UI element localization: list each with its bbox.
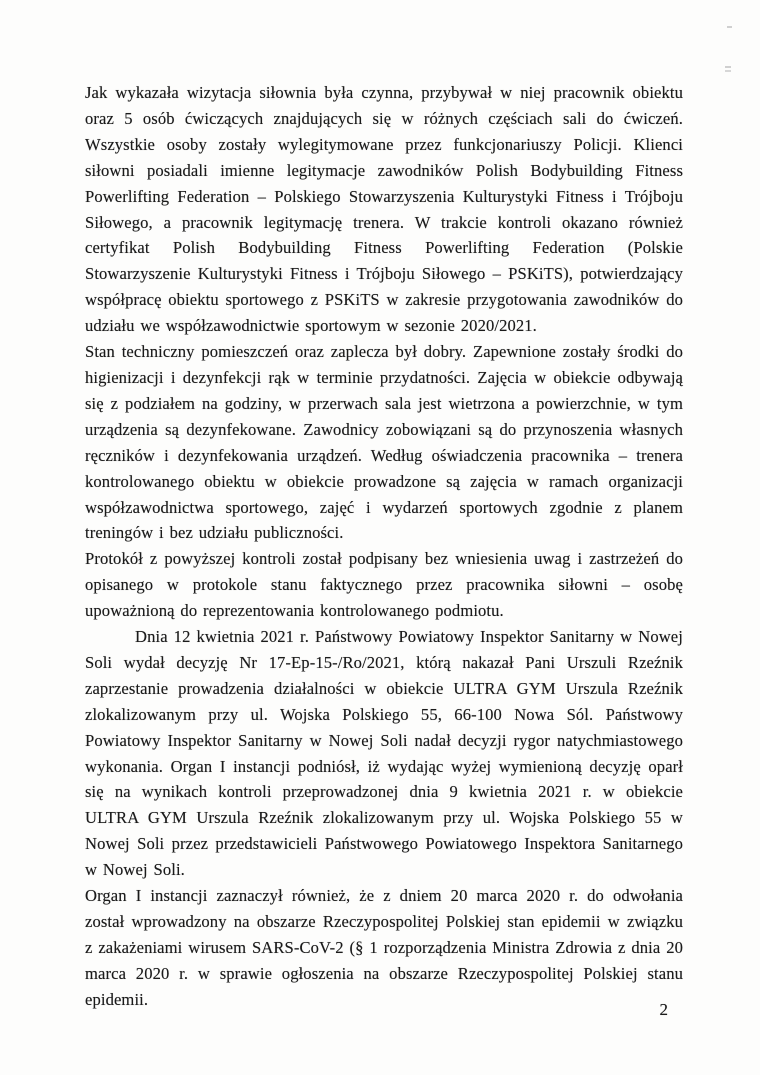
paragraph-decision-issued: Dnia 12 kwietnia 2021 r. Państwowy Powiatowy Inspektor Sanitarny w Nowej Soli wydał decyzję Nr 17-Ep-15-/Ro/2021, którą nakazał Pani Urszuli Rzeźnik zaprzestanie prowadzenia działalności w obiekcie ULTRA GYM Urszula Rzeźnik zlokalizowanym przy ul. Wojska Polskiego 55, 66-100 Nowa Sól. Państwowy Powiatowy Inspektor Sanitarny w Nowej Soli nadał decyzji rygor natychmiastowego wykonania. Organ I instancji podniósł, iż wydając wyżej wymienioną decyzję oparł się na wynikach kontroli przeprowadzonej dnia 9 kwietnia 2021 r. w obiekcie ULTRA GYM Urszula Rzeźnik zlokalizowanym przy ul. Wojska Polskiego 55 w Nowej Soli przez przedstawicieli Państwowego Powiatowego Inspektora Sanitarnego w Nowej Soli. (85, 627, 683, 880)
document-body (85, 80, 683, 1013)
paragraph-technical-condition: Stan techniczny pomieszczeń oraz zaplecza był dobry. Zapewnione zostały środki do higienizacji i dezynfekcji rąk w terminie przydatności. Zajęcia w obiekcie odbywają się z podziałem na godziny, w przerwach sala jest wietrzona a powierzchnie, w tym urządzenia są dezynfekowane. Zawodnicy zobowiązani są do przynoszenia własnych ręczników i dezynfekowania urządzeń. Według oświadczenia pracownika – trenera kontrolowanego obiektu w obiekcie prowadzone są zajęcia w ramach organizacji współzawodnictwa sportowego, zajęć i wydarzeń sportowych zgodnie z planem treningów i bez udziału publiczności. (85, 342, 683, 543)
paragraph-epidemic-state: Organ I instancji zaznaczył również, że z dniem 20 marca 2020 r. do odwołania został wprowadzony na obszarze Rzeczypospolitej Polskiej stan epidemii w związku z zakażeniami wirusem SARS-CoV-2 (§ 1 rozporządzenia Ministra Zdrowia z dnia 20 marca 2020 r. w sprawie ogłoszenia na obszarze Rzeczypospolitej Polskiej stanu epidemii. (85, 886, 683, 1009)
paragraph-protocol-signed: Protokół z powyższej kontroli został podpisany bez wniesienia uwag i zastrzeżeń do opisanego w protokole stanu faktycznego przez pracownika siłowni – osobę upoważnioną do reprezentowania kontrolowanego podmiotu. (85, 549, 683, 621)
paragraph-inspection-visit: Jak wykazała wizytacja siłownia była czynna, przybywał w niej pracownik obiektu oraz 5 osób ćwiczących znajdujących się w różnych częściach sali do ćwiczeń. Wszystkie osoby zostały wylegitymowane przez funkcjonariuszy Policji. Klienci siłowni posiadali imienne legitymacje zawodników Polish Bodybuilding Fitness Powerlifting Federation – Polskiego Stowarzyszenia Kulturystyki Fitness i Trójboju Siłowego, a pracownik legitymację trenera. W trakcie kontroli okazano również certyfikat Polish Bodybuilding Fitness Powerlifting Federation (Polskie Stowarzyszenie Kulturystyki Fitness i Trójboju Siłowego – PSKiTS), potwierdzający współpracę obiektu sportowego z PSKiTS w zakresie przygotowania zawodników do udziału we współzawodnictwie sportowym w sezonie 2020/2021. (85, 83, 683, 336)
scan-artifact (725, 66, 731, 68)
page-number: 2 (659, 1000, 668, 1019)
scan-artifact (727, 26, 732, 28)
